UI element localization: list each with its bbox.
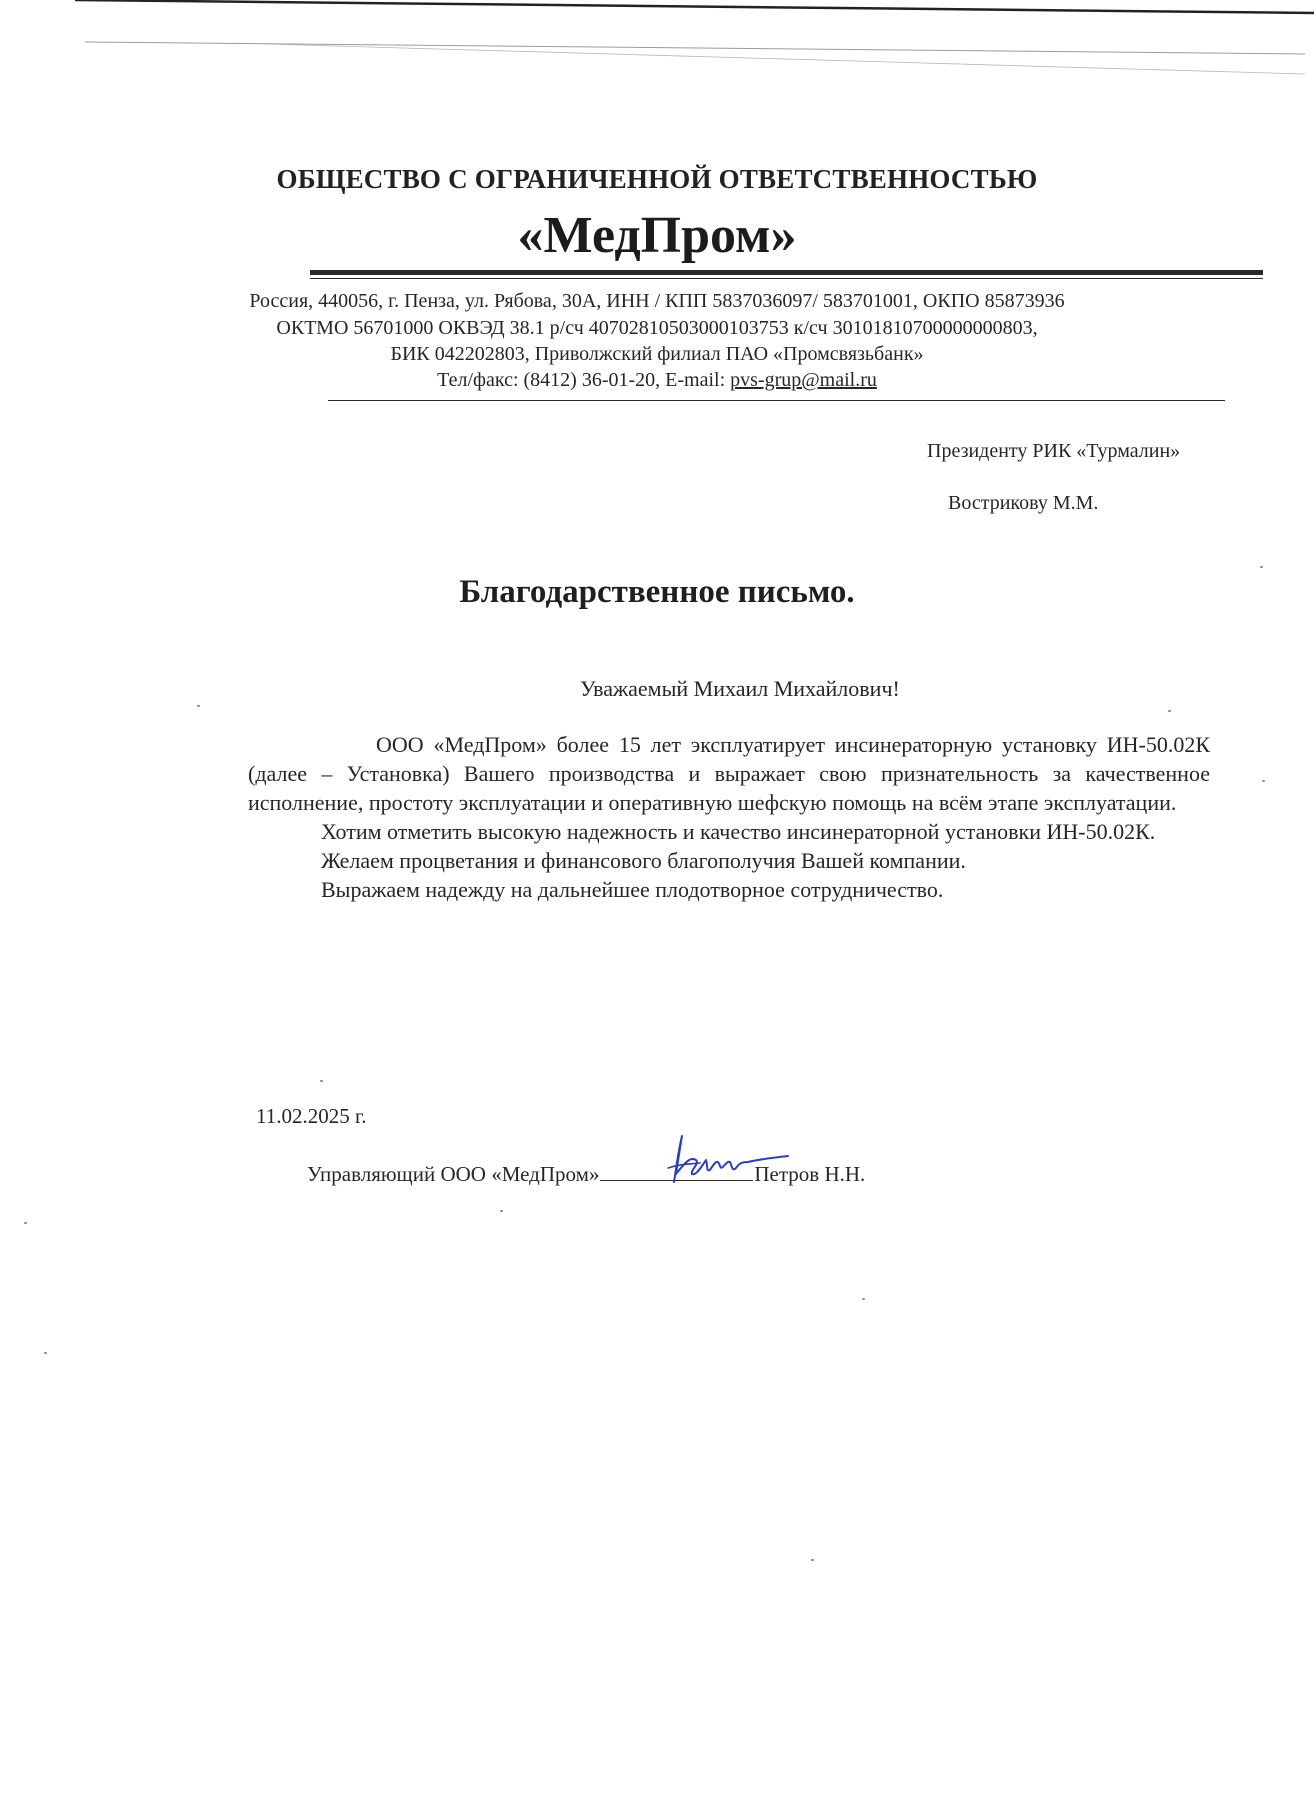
body-paragraph-3: Желаем процветания и финансового благополучия Вашей компании. bbox=[321, 848, 966, 873]
scan-speck bbox=[1260, 566, 1263, 568]
body-paragraph-1: ООО «МедПром» более 15 лет эксплуатирует инсинераторную установку ИН-50.02К (далее – Установка) Вашего производства и выражает свою признательность за качественное исполнение, простоту эксплуатации и оперативную шефскую помощь на всём этапе эксплуатации. bbox=[248, 732, 1210, 815]
scan-speck bbox=[24, 1222, 27, 1224]
scan-artifact-line bbox=[85, 38, 1305, 78]
requisites-line-3: БИК 042202803, Приволжский филиал ПАО «Промсвязьбанк» bbox=[390, 343, 924, 365]
signer-name: Петров Н.Н. bbox=[754, 1162, 866, 1186]
scan-speck bbox=[44, 1352, 47, 1354]
requisites-line-2: ОКТМО 56701000 ОКВЭД 38.1 р/сч 40702810503000103753 к/сч 30101810700000000803, bbox=[276, 317, 1038, 339]
body-paragraph-4: Выражаем надежду на дальнейшее плодотворное сотрудничество. bbox=[321, 877, 944, 902]
email-link[interactable]: pvs-grup@mail.ru bbox=[730, 369, 877, 391]
scan-speck bbox=[197, 705, 200, 707]
requisites-divider bbox=[328, 400, 1225, 401]
addressee-name: Вострикову М.М. bbox=[948, 492, 1099, 514]
letterhead-divider bbox=[310, 270, 1263, 279]
scan-speck bbox=[1168, 710, 1171, 712]
letterhead-org-form: ОБЩЕСТВО С ОГРАНИЧЕННОЙ ОТВЕТСТВЕННОСТЬЮ bbox=[276, 164, 1038, 194]
scan-speck bbox=[500, 1210, 503, 1212]
document-title: Благодарственное письмо. bbox=[459, 574, 855, 610]
addressee-position: Президенту РИК «Турмалин» bbox=[927, 440, 1181, 462]
body-paragraph-2: Хотим отметить высокую надежность и качество инсинераторной установки ИН-50.02К. bbox=[321, 819, 1156, 844]
letter-body bbox=[248, 730, 1210, 904]
letter-date: 11.02.2025 г. bbox=[256, 1104, 367, 1128]
scan-speck bbox=[320, 1080, 323, 1082]
scan-speck bbox=[862, 1298, 865, 1300]
salutation: Уважаемый Михаил Михайлович! bbox=[580, 676, 900, 701]
handwritten-signature bbox=[660, 1130, 800, 1190]
scan-edge-line bbox=[75, 0, 1314, 18]
scan-speck bbox=[811, 1559, 814, 1561]
signer-position: Управляющий ООО «МедПром» bbox=[307, 1162, 600, 1186]
contact-prefix: Тел/факс: (8412) 36-01-20, E-mail: bbox=[437, 369, 731, 391]
contact-line bbox=[0, 369, 1314, 392]
scan-speck bbox=[1262, 780, 1265, 782]
requisites-line-1: Россия, 440056, г. Пенза, ул. Рябова, 30А, ИНН / КПП 5837036097/ 583701001, ОКПО 85873936 bbox=[249, 290, 1065, 312]
letterhead-org-name: «МедПром» bbox=[517, 207, 797, 264]
